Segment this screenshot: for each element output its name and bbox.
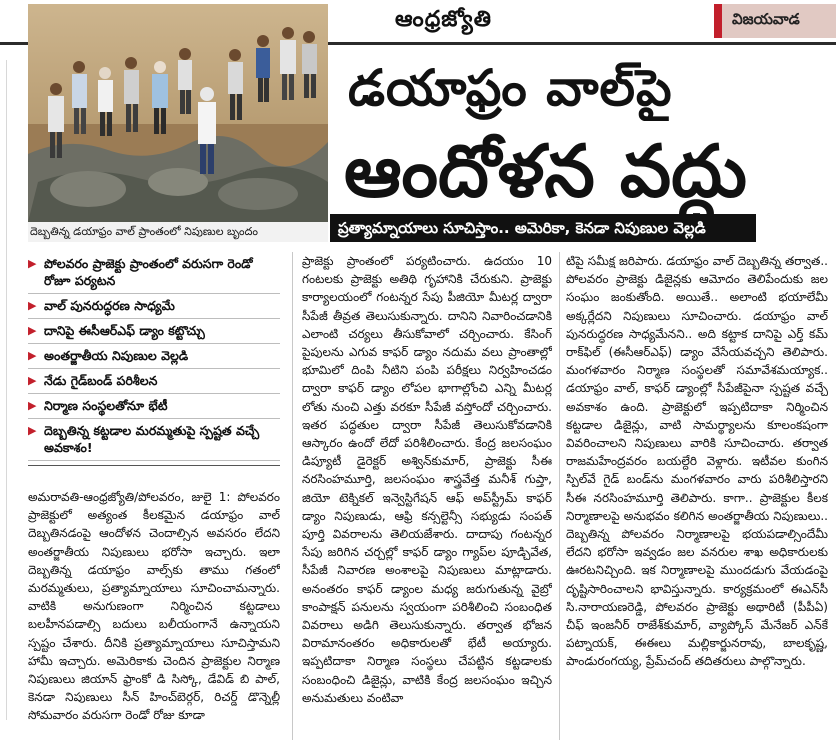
photo-illustration bbox=[28, 4, 328, 222]
edition-label: విజయవాడ bbox=[732, 10, 800, 28]
headline-line-1: డయాఫ్రం వాల్‌పై bbox=[348, 59, 673, 117]
edition-badge bbox=[714, 4, 836, 38]
highlights-box bbox=[28, 252, 280, 466]
highlight-item: ▶ నిర్మాణ సంస్థలతోనూ భేటీ bbox=[28, 394, 280, 419]
highlight-item: ▶ నేడు గైడ్‌బండ్ పరిశీలన bbox=[28, 369, 280, 394]
news-photo bbox=[28, 4, 328, 222]
masthead-title: ఆంధ్రజ్యోతి bbox=[395, 5, 492, 32]
article-column-2 bbox=[302, 252, 552, 740]
bullet-icon: ▶ bbox=[28, 399, 37, 412]
article-column-3 bbox=[566, 252, 828, 740]
highlight-item: ▶ అంతర్జాతీయ నిపుణుల వెల్లడి bbox=[28, 344, 280, 369]
highlights-bottom-rule bbox=[28, 465, 280, 466]
bullet-icon: ▶ bbox=[28, 257, 37, 270]
column-divider bbox=[292, 252, 293, 740]
left-margin-rule bbox=[6, 60, 7, 720]
bullet-icon: ▶ bbox=[28, 324, 37, 337]
article-column-1 bbox=[28, 488, 280, 740]
photo-caption: దెబ్బతిన్న డయాఫ్రం వాల్ ప్రాంతంలో నిపుణుల బృందం bbox=[28, 222, 328, 242]
bullet-icon: ▶ bbox=[28, 424, 37, 437]
highlight-item: ▶ వాల్ పునరుద్ధరణ సాధ్యమే bbox=[28, 294, 280, 319]
bullet-icon: ▶ bbox=[28, 299, 37, 312]
bullet-icon: ▶ bbox=[28, 349, 37, 362]
headline-line-2: ఆందోళన వద్దు bbox=[344, 129, 747, 213]
column-divider bbox=[559, 252, 560, 740]
highlight-item: ▶ పోలవరం ప్రాజెక్టు ప్రాంతంలో వరుసగా రెండో రోజూ పర్యటన bbox=[28, 252, 280, 294]
subheadline: ప్రత్యామ్నాయాలు సూచిస్తాం.. అమెరికా, కెనడా నిపుణుల వెల్లడి bbox=[330, 214, 756, 242]
bullet-icon: ▶ bbox=[28, 374, 37, 387]
column-2-text: ప్రాజెక్టు ప్రాంతంలో పర్యటించారు. ఉదయం 10 గంటలకు ప్రాజెక్టు అతిథి గృహానికి చేరుకుని. ప్రాజెక్టు కార్యాలయంలో గంటన్నర సేపు పీజియో మీటర్ల ద్వారా సీపేజీ తీవ్రత తెలుసుకున్నారు. దానిని నివారించడానికి ఎలాంటి చర్యలు తీసుకోవాలో చర్చించారు. కేసింగ్ పైపులను ఎగువ కాఫర్ డ్యాం నదుమ వలు ప్రాంతాల్లో భూమిలో దింపి నీటిని పంపి పరీక్షలు నిర్వహించడం ద్వారా కాఫర్ డ్యాం లోపల భాగాల్లోంచి ఎన్ని మీటర్ల లోతు నుంచి ఎత్తు వరకూ సీపేజీ వస్తోందో చర్చించారు. ఇతర పద్ధతుల ద్వారా సీపేజీ తెలుసుకోవడానికి ఆస్కారం ఉందో లేదో పరిశీలించారు. కేంద్ర జలసంఘం డిప్యూటీ డైరెక్టర్ అశ్విన్‌కుమార్, ప్రాజెక్టు సీఈ నరసింహమూర్తి, జలసంఘం శాస్త్రవేత్త మనీశ్ గుప్తా, జియో టెక్నికల్ ఇన్వెస్టిగేషన్ ఆఫ్ అప్‌స్ట్రీమ్ కాఫర్ డ్యాం నిపుణుడు, ఆఫ్రి కన్సల్టెన్సీ సభ్యుడు సంపత్ పూర్తి వివరాలను తెలియజేశారు. దాదాపు గంటన్నర సేపు జరిగిన చర్చల్లో కాఫర్ డ్యాం గ్యాప్‌ల పూడ్చివేత, సీపేజీ నివారణ అంశాలపై నిపుణులు మాట్లాడారు. అనంతరం కాఫర్ డ్యాంల మధ్య జరుగుతున్న వైబ్రో కాంపాక్షన్ పనులను స్వయంగా పరిశీలించి సంబంధిత వివరాలు అడిగి తెలుసుకున్నారు. తర్వాత భోజన విరామానంతరం అధికారులతో భేటీ అయ్యారు. ఇప్పటిదాకా నిర్మాణ సంస్థలు చేపట్టిన కట్టడాలకు సంబంధించి డిజైన్లు, వాటికి కేంద్ర జలసంఘం ఇచ్చిన అనుమతులు వంటివా bbox=[302, 254, 552, 705]
column-3-text: టిపై సమీక్ష జరిపారు. డయాఫ్రం వాల్ దెబ్బతిన్న తర్వాత.. పోలవరం ప్రాజెక్టు డిజైన్లకు ఆమోదం తెలిపేందుకు జల సంఘం జంకుతోంది. అయితే.. అలాంటి భయాలేమీ అక్కర్లేదని నిపుణులు సూచించారు. డయాఫ్రం వాల్ పునరుద్ధరణ సాధ్యమేనని.. అది కట్టాక దానిపై ఎర్త్ కమ్ రాక్‌ఫిల్ (ఈసీఆర్‌ఎఫ్) డ్యాం వేసేయవచ్చని తెలిపారు. మంగళవారం నిర్మాణ సంస్థలతో సమావేశమయ్యాక.. డయాఫ్రం వాల్, కాఫర్ డ్యాంల్లో సీపేజీపైనా స్పష్టత వచ్చే అవకాశం ఉంది. ప్రాజెక్టులో ఇప్పటిదాకా నిర్మించిన కట్టడాల డిజైన్లు, వాటి సామర్థ్యాలను కూలంకషంగా వివరించాలని నిపుణులు వారికి సూచించారు. తర్వాత రాజమహేంద్రవరం బయల్దేరి వెళ్లారు. ఇటీవల కుంగిన స్పిల్‌వే గైడ్ బండ్‌ను మంగళవారం వారు పరిశీలిస్తారని సీఈ నరసింహమూర్తి తెలిపారు. కాగా.. ప్రాజెక్టుల కీలక నిర్మాణాలపై అనుభవం కలిగిన అంతర్జాతీయ నిపుణులు.. దెబ్బతిన్న పోలవరం నిర్మాణాలపై భయపడాల్సిందేమీ లేదని భరోసా ఇవ్వడం జల వనరుల శాఖ అధికారులకు ఊరటనిచ్చింది. ఇక నిర్మాణాలపై ముందడుగు వేయడంపై దృష్టిసారించాలని భావిస్తున్నారు. కార్యక్రమంలో ఈఎన్‌సీ సి.నారాయణరెడ్డి, పోలవరం ప్రాజెక్టు అథారిటీ (పీపీఏ) చీఫ్ ఇంజనీర్ రాజేశ్‌కుమార్, వ్యాప్కోస్ మేనేజర్ ఎన్‌కే పట్నాయక్, ఈఈలు మల్లికార్జునరావు, బాలకృష్ణ, పాండురంగయ్య, ప్రేమ్‌చంద్ తదితరులు పాల్గొన్నారు. bbox=[566, 254, 828, 669]
highlight-item: ▶ దానిపై ఈసీఆర్‌ఎఫ్ డ్యాం కట్టొచ్చు bbox=[28, 319, 280, 344]
column-1-text: అమరావతి-ఆంధ్రజ్యోతి/పోలవరం, జులై 1: పోలవరం ప్రాజెక్టులో అత్యంత కీలకమైన డయాఫ్రం వాల్ దెబ్బతినడంపై ఆందోళన చెందాల్సిన అవసరం లేదని అంతర్జాతీయ నిపుణులు భరోసా ఇచ్చారు. ఇలా దెబ్బతిన్న డయాఫ్రం వాల్స్‌కు తాము గతంలో మరమ్మతులు, ప్రత్యామ్నాయాలు సూచించామన్నారు. వాటికి అనుగుణంగా నిర్మించిన కట్టడాలు బలహీనపడాల్సి బదులు బలీయంగానే ఉన్నాయని స్పష్టం చేశారు. దీనికి ప్రత్యామ్నాయాలు సూచిస్తామని హామీ ఇచ్చారు. అమెరికాకు చెందిన ప్రాజెక్టుల నిర్మాణ నిపుణులు జియాన్ ఫ్రాంకో డి సిస్కో, డేవిడ్ బి పాల్, కెనడా నిపుణులు సీన్ హించ్‌బెర్గర్, రిచర్డ్ డొన్నెల్లీ సోమవారం వరుసగా రెండో రోజు కూడా bbox=[28, 490, 280, 723]
highlight-item: ▶ దెబ్బతిన్న కట్టడాల మరమ్మతుపై స్పష్టత వచ్చే అవకాశం! bbox=[28, 419, 280, 461]
edition-stripe bbox=[714, 4, 722, 38]
